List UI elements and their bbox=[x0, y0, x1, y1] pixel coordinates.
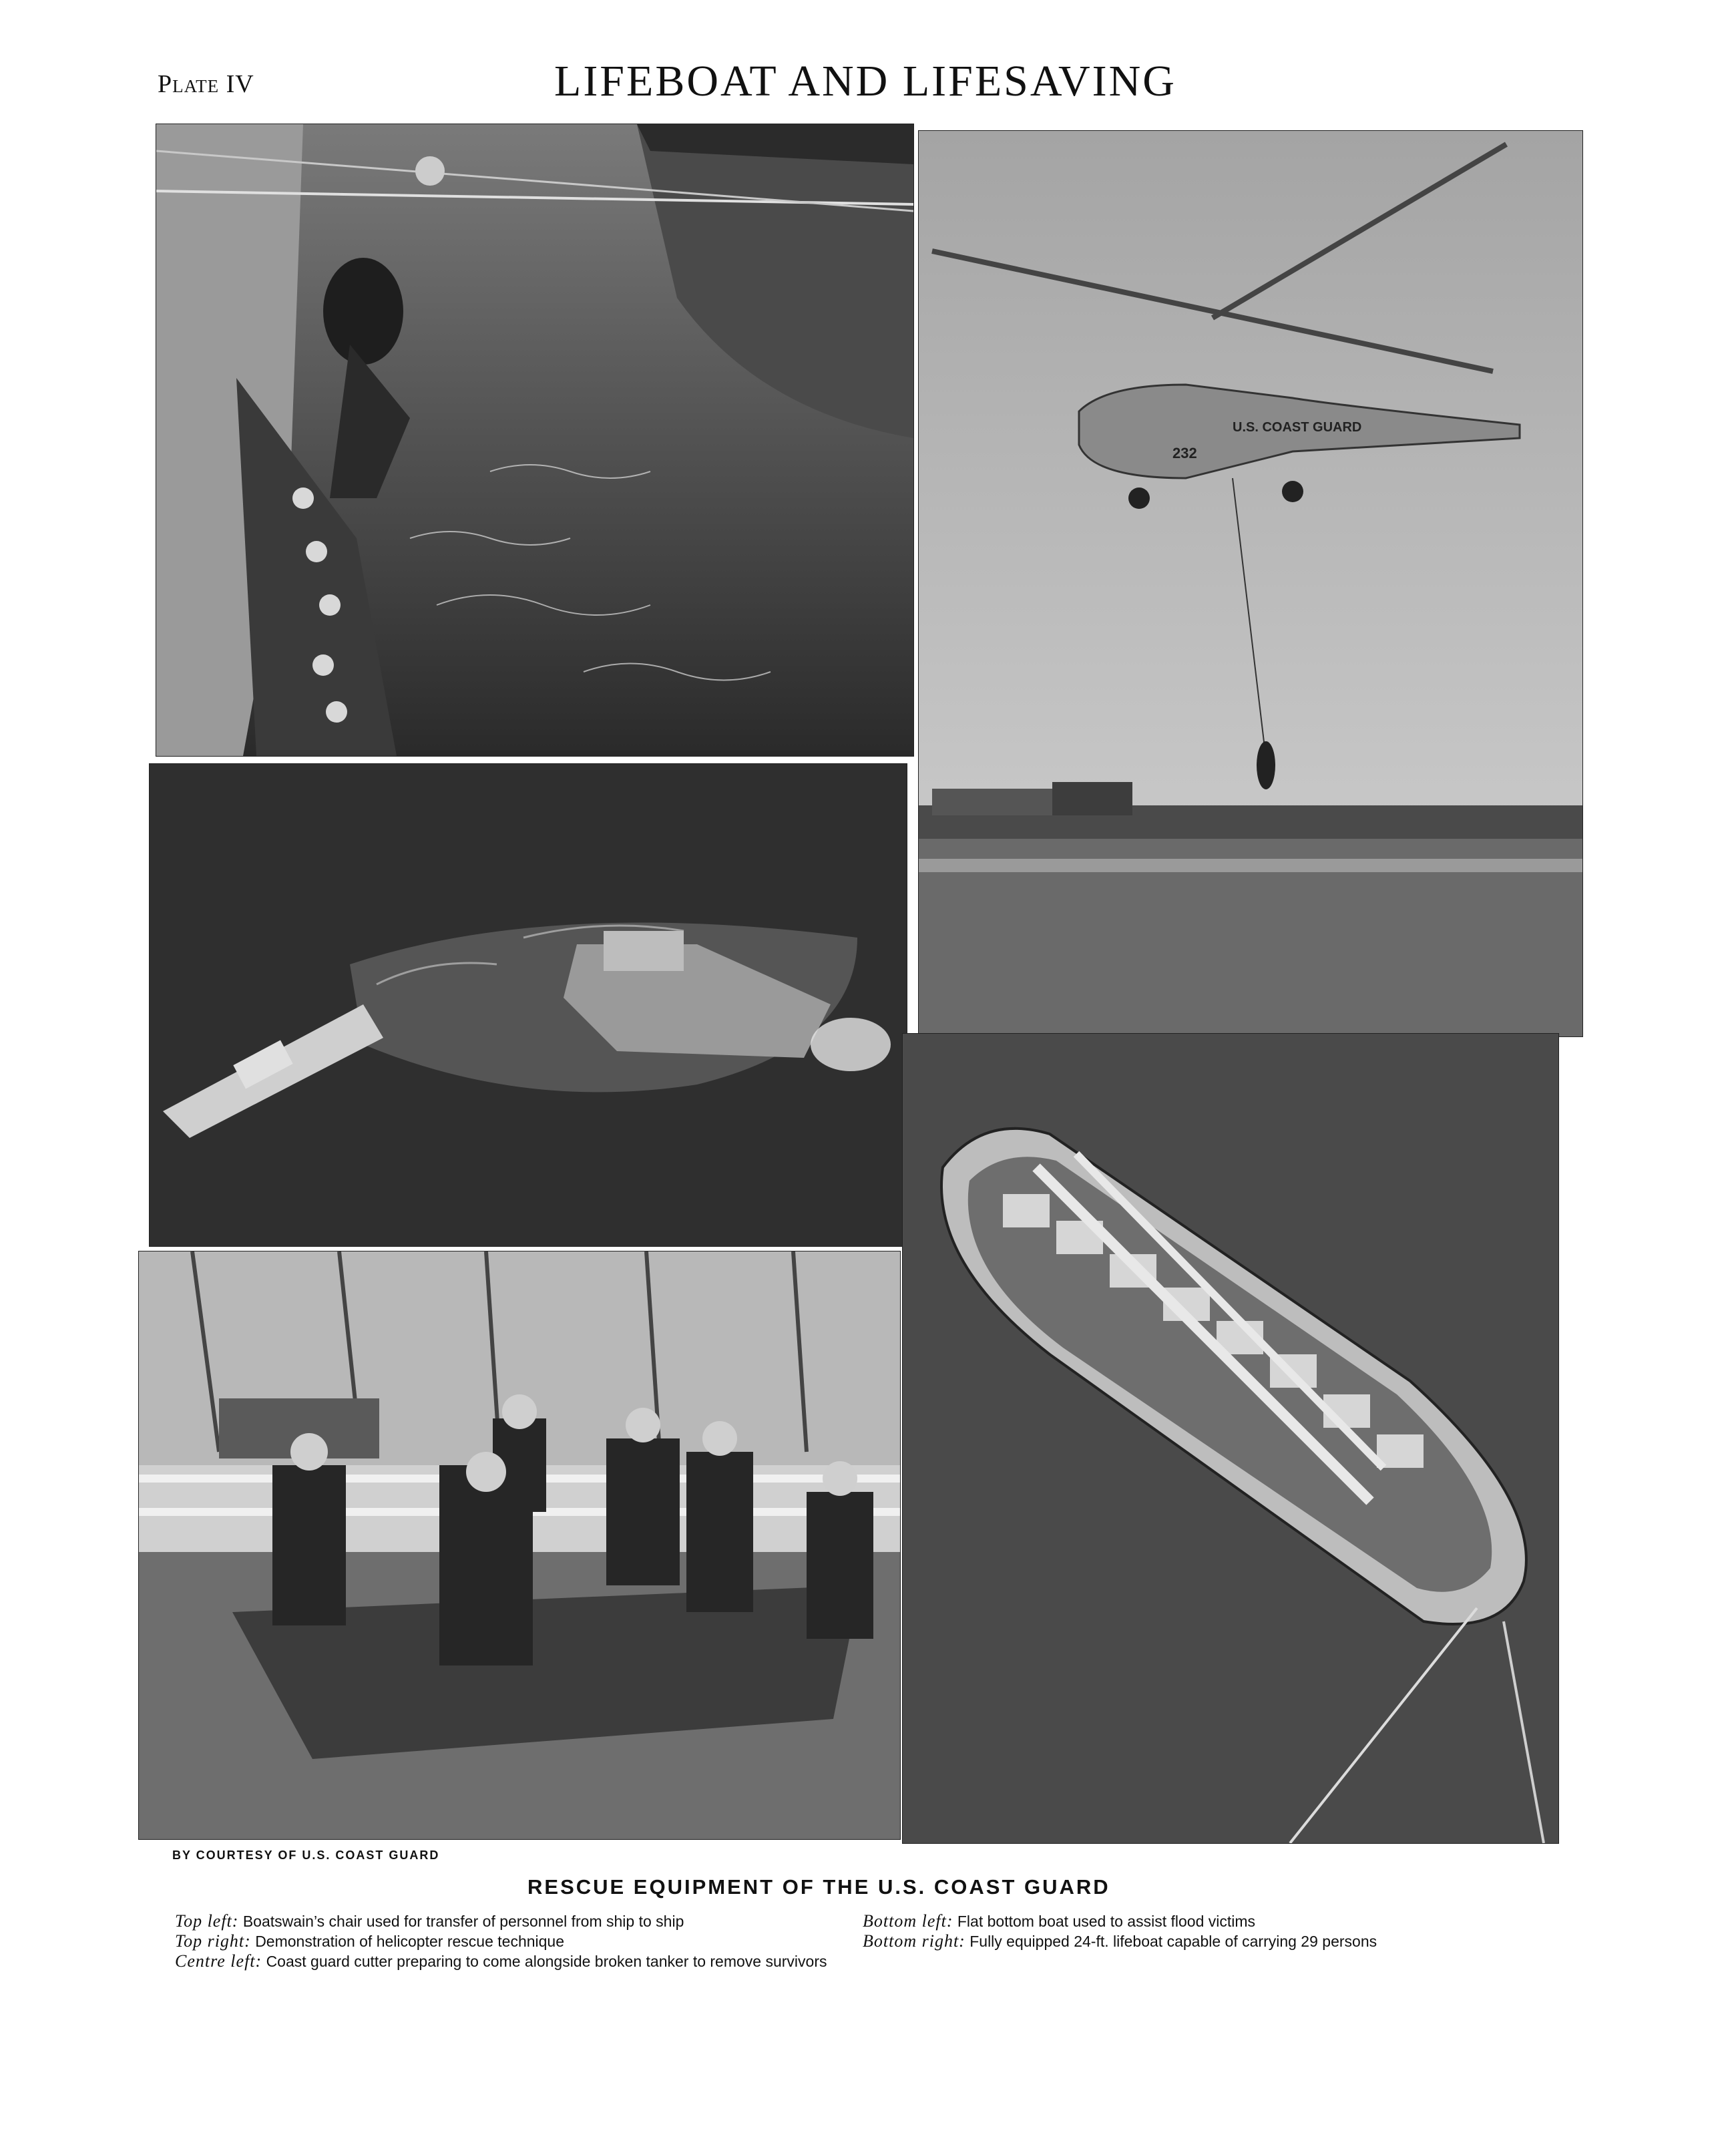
photo-boatswains-chair bbox=[156, 124, 913, 756]
photo-helicopter-rescue bbox=[919, 131, 1582, 1036]
cutter-tanker-illustration bbox=[150, 764, 907, 1246]
caption-top-right bbox=[175, 1931, 829, 1951]
caption-text: Flat bottom boat used to assist flood victims bbox=[957, 1913, 1256, 1930]
helicopter-number: 232 bbox=[1172, 445, 1197, 461]
caption-position: Top right: bbox=[175, 1931, 251, 1951]
caption-position: Centre left: bbox=[175, 1951, 262, 1971]
caption-bottom-right bbox=[863, 1931, 1524, 1951]
plate-number: Plate IV bbox=[158, 70, 254, 98]
helicopter-illustration bbox=[919, 131, 1582, 1036]
lifeboat-illustration bbox=[903, 1034, 1558, 1843]
captions-left-column bbox=[175, 1911, 829, 1971]
captions-right-column bbox=[863, 1911, 1524, 1951]
caption-text: Boatswain’s chair used for transfer of personnel from ship to ship bbox=[242, 1913, 684, 1930]
photo-credit: BY COURTESY OF U.S. COAST GUARD bbox=[172, 1848, 440, 1862]
photo-lifeboat bbox=[903, 1034, 1558, 1843]
caption-position: Bottom right: bbox=[863, 1931, 965, 1951]
caption-top-left bbox=[175, 1911, 829, 1931]
caption-centre-left bbox=[175, 1951, 829, 1971]
photo-flat-bottom-boat bbox=[139, 1251, 900, 1839]
helicopter-marking: U.S. COAST GUARD bbox=[1233, 420, 1362, 435]
page-title: LIFEBOAT AND LIFESAVING bbox=[554, 57, 1176, 106]
caption-position: Bottom left: bbox=[863, 1911, 953, 1931]
caption-text: Coast guard cutter preparing to come alongside broken tanker to remove survivors bbox=[266, 1953, 827, 1970]
caption-position: Top left: bbox=[175, 1911, 239, 1931]
boatswains-chair-illustration bbox=[156, 124, 913, 756]
flat-bottom-boat-illustration bbox=[139, 1251, 900, 1839]
caption-title: RESCUE EQUIPMENT OF THE U.S. COAST GUARD bbox=[527, 1875, 1110, 1899]
photo-cutter-tanker bbox=[150, 764, 907, 1246]
caption-text: Demonstration of helicopter rescue technique bbox=[255, 1933, 565, 1950]
caption-text: Fully equipped 24-ft. lifeboat capable of carrying 29 persons bbox=[969, 1933, 1377, 1950]
caption-bottom-left bbox=[863, 1911, 1524, 1931]
